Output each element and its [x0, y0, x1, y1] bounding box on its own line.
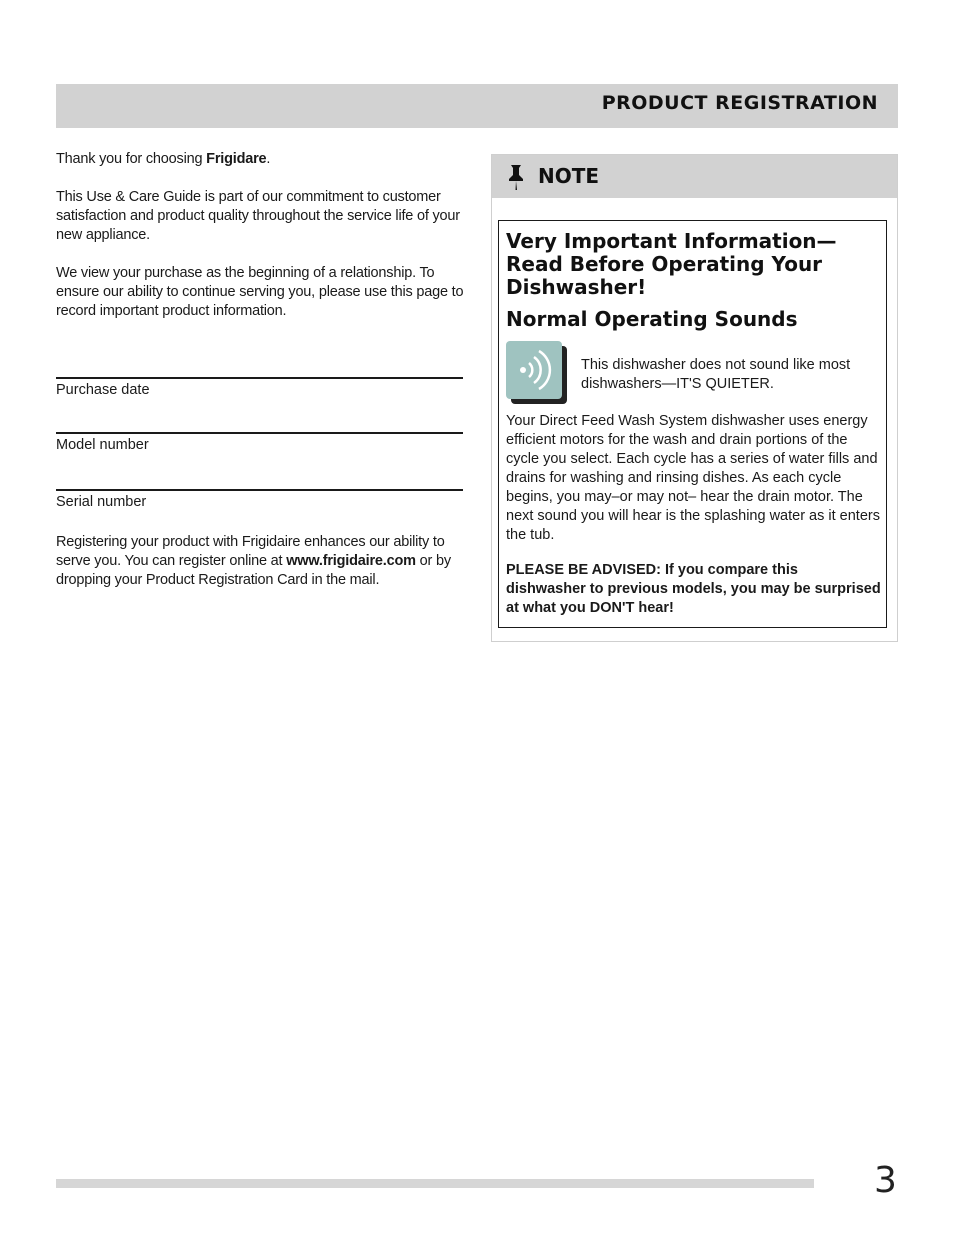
note-box: [491, 154, 898, 642]
operating-sounds-title: Normal Operating Sounds: [506, 307, 798, 331]
note-label: NOTE: [538, 164, 600, 188]
registration-prefix: Registering your product with Frigidaire enhances our ability to serve you. You can register online at: [56, 534, 445, 569]
purchase-date-field[interactable]: Purchase date: [56, 377, 463, 398]
registration-text: [56, 533, 466, 590]
relationship-text: We view your purchase as the beginning of a relationship. To ensure our ability to continue serving you, please use this page to record important product information.: [56, 265, 464, 319]
sound-waves-icon: [506, 341, 568, 405]
website-link[interactable]: www.frigidaire.com: [286, 553, 416, 569]
thank-prefix: Thank you for choosing: [56, 151, 207, 167]
wash-system-text: Your Direct Feed Wash System dishwasher uses energy efficient motors for the wash and drain portions of the cycle you select. Each cycle has a series of water fills and drains for washing and rinsing dishes. As each cycle begins, you may–or may not– hear the drain motor. The next sound you will hear is the splashing water as it enters the tub.: [506, 413, 880, 543]
brand-name: Frigidare: [206, 151, 267, 167]
important-info-title: Very Important Information— Read Before Operating Your Dishwasher!: [506, 229, 837, 299]
advisory-text: PLEASE BE ADVISED: If you compare this dishwasher to previous models, you may be surprised at what you DON'T hear!: [506, 562, 881, 616]
intro-section: [56, 150, 466, 340]
page-title: PRODUCT REGISTRATION: [601, 92, 878, 114]
registration-suffix: or by dropping your Product Registration Card in the mail.: [56, 553, 451, 588]
footer-bar: [56, 1179, 814, 1188]
thank-you-text: [56, 150, 466, 169]
header-bar: [56, 84, 898, 128]
note-header: [492, 155, 897, 198]
serial-number-field[interactable]: Serial number: [56, 489, 463, 510]
model-number-field[interactable]: Model number: [56, 432, 463, 453]
pushpin-icon: [506, 163, 526, 191]
page-number: 3: [874, 1160, 897, 1201]
quieter-text: This dishwasher does not sound like most dishwashers—IT'S QUIETER.: [581, 357, 851, 392]
commitment-text: This Use & Care Guide is part of our commitment to customer satisfaction and product quality throughout the service life of your new appliance.: [56, 189, 460, 243]
thank-suffix: .: [266, 151, 271, 167]
important-info-box: [498, 220, 887, 628]
